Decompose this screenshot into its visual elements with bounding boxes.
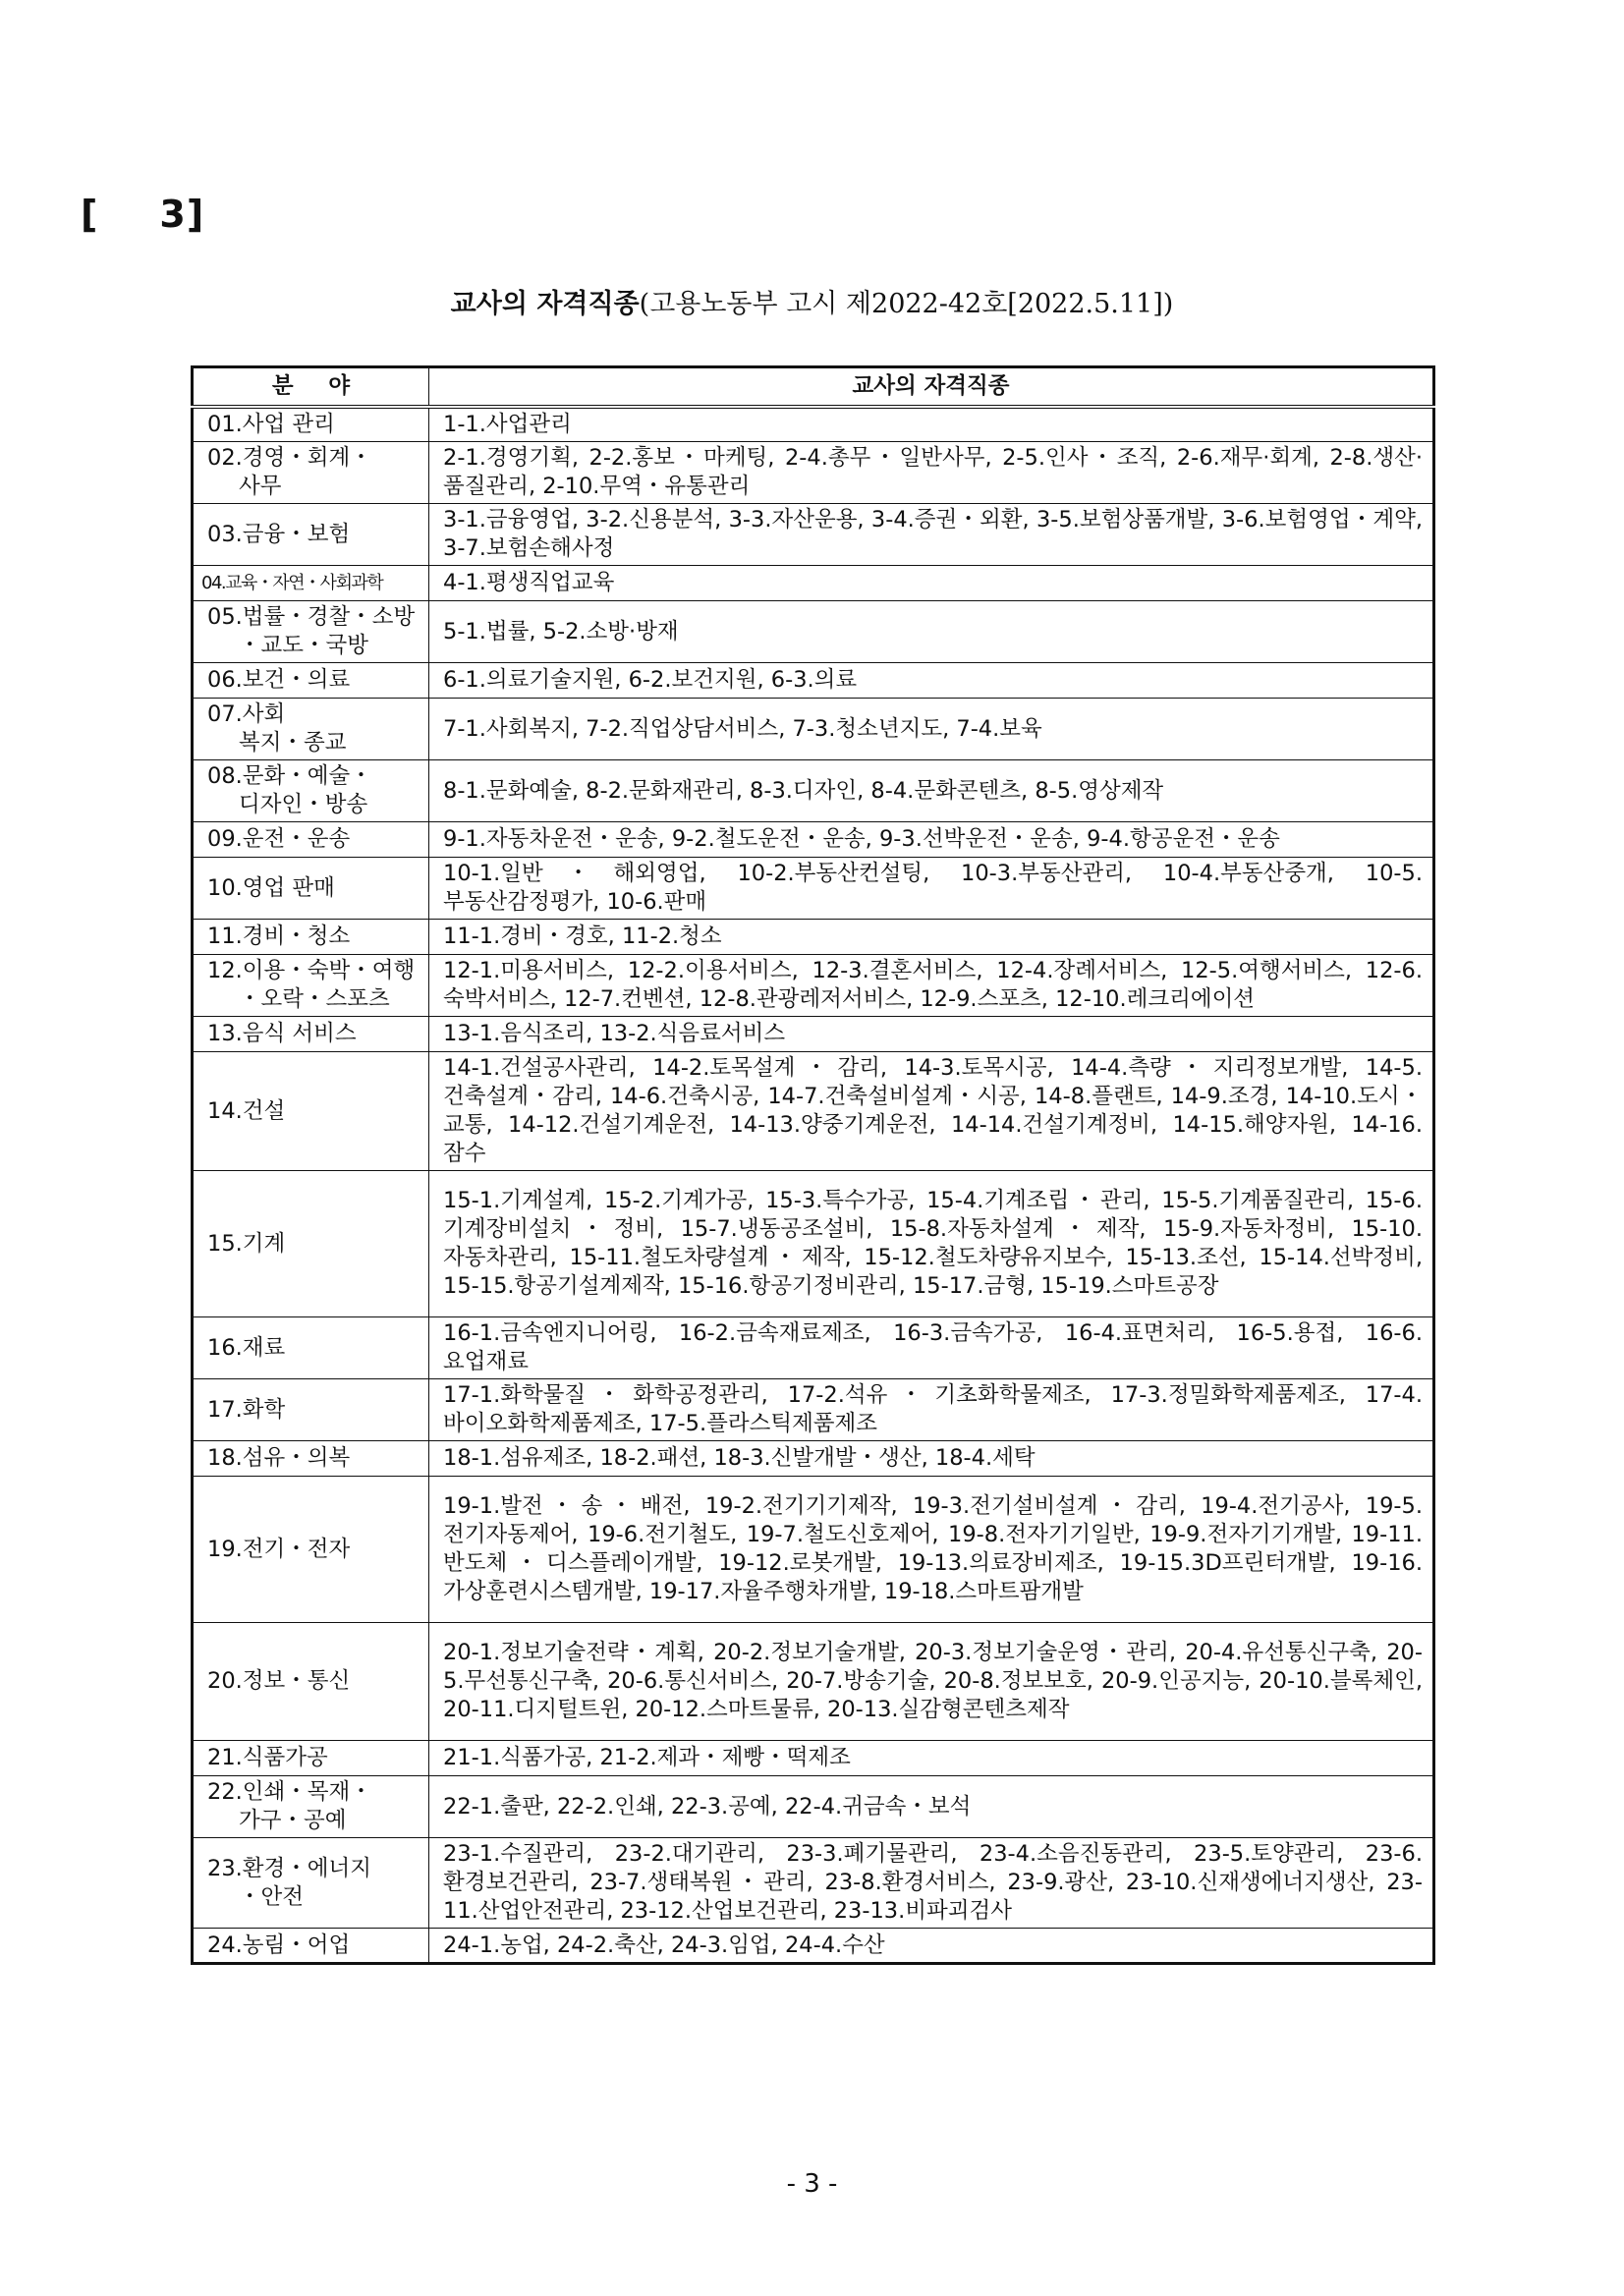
field-label-line: 13.음식 서비스: [207, 1021, 357, 1046]
table-row: [193, 504, 1434, 566]
field-label-line: ・안전: [239, 1883, 304, 1910]
row-jobs-cell: 6-1.의료기술지원, 6-2.보건지원, 6-3.의료: [429, 663, 1434, 699]
row-field-cell: [193, 1776, 429, 1838]
header-field: 분 야: [193, 367, 429, 408]
field-label-line: 10.영업 판매: [207, 874, 335, 901]
table-row: [193, 566, 1434, 601]
row-field-cell: [193, 566, 429, 601]
table-header-row: [193, 367, 1434, 408]
table-row: [193, 1317, 1434, 1379]
table-row: [193, 1017, 1434, 1052]
field-label-line: 사무: [239, 474, 282, 499]
field-label-line: 03.금융・보험: [207, 521, 351, 547]
field-label-line: 18.섬유・의복: [207, 1445, 351, 1471]
table-row: [193, 822, 1434, 858]
table-row: [193, 858, 1434, 920]
field-label-line: ・교도・국방: [239, 633, 368, 658]
table-row: [193, 1477, 1434, 1623]
row-jobs-cell: 5-1.법률, 5-2.소방·방재: [429, 601, 1434, 663]
row-field-cell: [193, 504, 429, 566]
field-label-line: 22.인쇄・목재・: [207, 1779, 372, 1805]
row-field-cell: [193, 1379, 429, 1441]
row-jobs-cell: 19-1.발전・송・배전, 19-2.전기기기제작, 19-3.전기설비설계・감리, 19-4.전기공사, 19-5.전기자동제어, 19-6.전기철도, 19-7.철도신호제어, 19-8.전자기기일반, 19-9.전자기기개발, 19-11.반도체・디스플레이개발, 19-12.로봇개발, 19-13.의료장비제조, 19-15.3D프린터개발, 19-16.가상훈련시스템개발, 19-17.자율주행차개발, 19-18.스마트팜개발: [429, 1477, 1434, 1623]
field-label-line: 12.이용・숙박・여행: [207, 958, 416, 983]
table-body: [193, 407, 1434, 1964]
table-row: [193, 1741, 1434, 1776]
page-number: - 3 -: [786, 2169, 838, 2199]
qualification-table: [191, 365, 1435, 1965]
row-field-cell: [193, 407, 429, 442]
row-jobs-cell: 15-1.기계설계, 15-2.기계가공, 15-3.특수가공, 15-4.기계조립・관리, 15-5.기계품질관리, 15-6.기계장비설치・정비, 15-7.냉동공조설비, 15-8.자동차설계・제작, 15-9.자동차정비, 15-10.자동차관리, 15-11.철도차량설계・제작, 15-12.철도차량유지보수, 15-13.조선, 15-14.선박정비, 15-15.항공기설계제작, 15-16.항공기정비관리, 15-17.금형, 15-19.스마트공장: [429, 1171, 1434, 1317]
field-label-line: 09.운전・운송: [207, 826, 351, 852]
table-row: [193, 699, 1434, 760]
header-jobs: 교사의 자격직종: [429, 367, 1434, 408]
field-label-line: 04.교육・자연・사회과학: [201, 573, 383, 593]
row-field-cell: [193, 663, 429, 699]
row-jobs-cell: 7-1.사회복지, 7-2.직업상담서비스, 7-3.청소년지도, 7-4.보육: [429, 699, 1434, 760]
field-label-line: 21.식품가공: [207, 1745, 328, 1770]
row-jobs-cell: 8-1.문화예술, 8-2.문화재관리, 8-3.디자인, 8-4.문화콘텐츠, 8-5.영상제작: [429, 760, 1434, 822]
row-jobs-cell: 13-1.음식조리, 13-2.식음료서비스: [429, 1017, 1434, 1052]
field-label-line: ・오락・스포츠: [239, 986, 390, 1012]
row-field-cell: [193, 1052, 429, 1171]
table-row: [193, 1441, 1434, 1477]
row-jobs-cell: 21-1.식품가공, 21-2.제과・제빵・떡제조: [429, 1741, 1434, 1776]
row-field-cell: [193, 955, 429, 1017]
table-row: [193, 1623, 1434, 1741]
table-row: [193, 1929, 1434, 1964]
row-field-cell: [193, 920, 429, 955]
row-jobs-cell: 17-1.화학물질・화학공정관리, 17-2.석유・기초화학물제조, 17-3.정밀화학제품제조, 17-4.바이오화학제품제조, 17-5.플라스틱제품제조: [429, 1379, 1434, 1441]
row-field-cell: [193, 1441, 429, 1477]
table-row: [193, 760, 1434, 822]
appendix-number: 3]: [159, 193, 205, 236]
table-row: [193, 920, 1434, 955]
row-jobs-cell: 2-1.경영기획, 2-2.홍보・마케팅, 2-4.총무・일반사무, 2-5.인사・조직, 2-6.재무·회계, 2-8.생산·품질관리, 2-10.무역・유통관리: [429, 442, 1434, 504]
field-label-line: 08.문화・예술・: [207, 763, 372, 789]
field-label-line: 05.법률・경찰・소방: [207, 604, 416, 630]
row-field-cell: [193, 1741, 429, 1776]
row-jobs-cell: 10-1.일반・해외영업, 10-2.부동산컨설팅, 10-3.부동산관리, 10-4.부동산중개, 10-5.부동산감정평가, 10-6.판매: [429, 858, 1434, 920]
field-label-line: 14.건설: [207, 1097, 286, 1124]
field-label-line: 19.전기・전자: [207, 1536, 351, 1562]
table-row: [193, 1379, 1434, 1441]
document-title: [0, 282, 1624, 320]
field-label-line: 복지・종교: [239, 730, 347, 756]
field-label-line: 15.기계: [207, 1230, 286, 1257]
row-jobs-cell: 22-1.출판, 22-2.인쇄, 22-3.공예, 22-4.귀금속・보석: [429, 1776, 1434, 1838]
field-label-line: 가구・공예: [239, 1808, 347, 1833]
field-label-line: 01.사업 관리: [207, 412, 335, 437]
table-row: [193, 1052, 1434, 1171]
row-jobs-cell: 16-1.금속엔지니어링, 16-2.금속재료제조, 16-3.금속가공, 16-4.표면처리, 16-5.용접, 16-6.요업재료: [429, 1317, 1434, 1379]
row-jobs-cell: 14-1.건설공사관리, 14-2.토목설계・감리, 14-3.토목시공, 14-4.측량・지리정보개발, 14-5.건축설계・감리, 14-6.건축시공, 14-7.건축설비설계・시공, 14-8.플랜트, 14-9.조경, 14-10.도시・교통, 14-12.건설기계운전, 14-13.양중기계운전, 14-14.건설기계정비, 14-15.해양자원, 14-16.잠수: [429, 1052, 1434, 1171]
row-jobs-cell: 4-1.평생직업교육: [429, 566, 1434, 601]
table-row: [193, 1171, 1434, 1317]
appendix-bracket: [: [81, 193, 99, 236]
table-row: [193, 955, 1434, 1017]
row-field-cell: [193, 1929, 429, 1964]
field-label-line: 06.보건・의료: [207, 667, 351, 693]
field-label-line: 23.환경・에너지: [207, 1855, 371, 1881]
document-title-source: (고용노동부 고시 제2022-42호[2022.5.11]): [639, 289, 1174, 319]
row-jobs-cell: 23-1.수질관리, 23-2.대기관리, 23-3.폐기물관리, 23-4.소음진동관리, 23-5.토양관리, 23-6.환경보건관리, 23-7.생태복원・관리, 23-8.환경서비스, 23-9.광산, 23-10.신재생에너지생산, 23-11.산업안전관리, 23-12.산업보건관리, 23-13.비파괴검사: [429, 1838, 1434, 1929]
row-jobs-cell: 3-1.금융영업, 3-2.신용분석, 3-3.자산운용, 3-4.증권・외환, 3-5.보험상품개발, 3-6.보험영업・계약, 3-7.보험손해사정: [429, 504, 1434, 566]
row-jobs-cell: 1-1.사업관리: [429, 407, 1434, 442]
field-label-line: 24.농림・어업: [207, 1932, 351, 1958]
field-label-line: 16.재료: [207, 1334, 286, 1361]
row-field-cell: [193, 442, 429, 504]
row-field-cell: [193, 1171, 429, 1317]
field-label-line: 디자인・방송: [239, 792, 368, 817]
row-jobs-cell: 12-1.미용서비스, 12-2.이용서비스, 12-3.결혼서비스, 12-4.장례서비스, 12-5.여행서비스, 12-6.숙박서비스, 12-7.컨벤션, 12-8.관광레저서비스, 12-9.스포츠, 12-10.레크리에이션: [429, 955, 1434, 1017]
row-field-cell: [193, 822, 429, 858]
field-label-line: 02.경영・회계・: [207, 445, 372, 471]
field-label-line: 11.경비・청소: [207, 924, 351, 949]
row-field-cell: [193, 1317, 429, 1379]
row-field-cell: [193, 699, 429, 760]
appendix-label: [81, 193, 204, 236]
field-label-line: 07.사회: [207, 701, 286, 727]
row-field-cell: [193, 1477, 429, 1623]
field-label-line: 17.화학: [207, 1396, 286, 1423]
row-field-cell: [193, 858, 429, 920]
table-row: [193, 601, 1434, 663]
row-jobs-cell: 9-1.자동차운전・운송, 9-2.철도운전・운송, 9-3.선박운전・운송, 9-4.항공운전・운송: [429, 822, 1434, 858]
row-field-cell: [193, 1623, 429, 1741]
table-row: [193, 663, 1434, 699]
row-jobs-cell: 20-1.정보기술전략・계획, 20-2.정보기술개발, 20-3.정보기술운영・관리, 20-4.유선통신구축, 20-5.무선통신구축, 20-6.통신서비스, 20-7.방송기술, 20-8.정보보호, 20-9.인공지능, 20-10.블록체인, 20-11.디지털트윈, 20-12.스마트물류, 20-13.실감형콘텐츠제작: [429, 1623, 1434, 1741]
field-label-line: 20.정보・통신: [207, 1668, 351, 1694]
row-jobs-cell: 18-1.섬유제조, 18-2.패션, 18-3.신발개발・생산, 18-4.세탁: [429, 1441, 1434, 1477]
row-field-cell: [193, 601, 429, 663]
row-jobs-cell: 11-1.경비・경호, 11-2.청소: [429, 920, 1434, 955]
table-row: [193, 442, 1434, 504]
table-row: [193, 407, 1434, 442]
row-field-cell: [193, 760, 429, 822]
table-row: [193, 1776, 1434, 1838]
row-field-cell: [193, 1017, 429, 1052]
table-row: [193, 1838, 1434, 1929]
row-jobs-cell: 24-1.농업, 24-2.축산, 24-3.임업, 24-4.수산: [429, 1929, 1434, 1964]
row-field-cell: [193, 1838, 429, 1929]
document-title-main: 교사의 자격직종: [450, 289, 640, 319]
